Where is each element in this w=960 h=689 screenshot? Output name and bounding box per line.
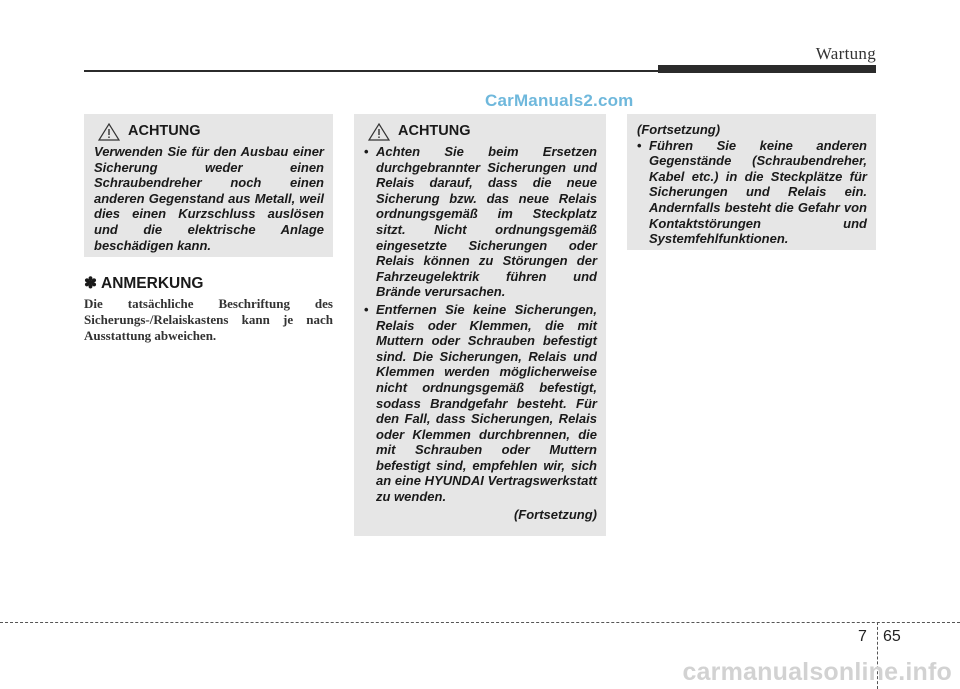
caution-heading-label: ACHTUNG [128, 123, 201, 140]
caution-box-fuse-replacement [354, 114, 606, 536]
chapter-number: 7 [858, 628, 867, 645]
continued-label: (Fortsetzung) [513, 506, 597, 522]
caution-list-item: • Entfernen Sie keine Sicherungen, Relais oder Klemmen, die mit Muttern oder Schrauben befestigt sind. Die Sicherungen, Relais und Klemmen werden möglicherweise nicht ordnungsgemäß befestigt, sodass Brandgefahr besteht. Für den Fall, dass Sicherungen, Relais oder Klemmen durchbrennen, die mit Schrauben oder Muttern befestigt sind, empfehlen wir, sich an eine HYUNDAI Vertragswerkstatt zu wenden. [364, 302, 597, 505]
header-bar [658, 65, 876, 73]
watermark-link-top[interactable]: CarManuals2.com [485, 91, 634, 110]
note-star-icon: ✽ [84, 275, 97, 292]
caution-list [637, 138, 867, 247]
page-number: 65 [883, 628, 901, 645]
caution-text: Verwenden Sie für den Ausbau einer Sicherung weder einen Schraubendreher noch einen anderen Gegenstand aus Metall, weil dies einen Kurzschluss auslösen und die elektrische Anlage beschädigen kann. [94, 144, 324, 253]
note-text: Die tatsächliche Beschriftung des Sicherungs-/Relaiskastens kann je nach Ausstattung abweichen. [84, 296, 333, 343]
note-heading [84, 274, 203, 293]
caution-box-continued [627, 114, 876, 250]
caution-heading [94, 122, 324, 142]
caution-list-item: • Führen Sie keine anderen Gegenstände (Schraubendreher, Kabel etc.) in die Steckplätze für Sicherungen und Relais ein. Andernfalls besteht die Gefahr von Kontaktstörungen und Systemfehlfunktionen. [637, 138, 867, 247]
note-heading-label: ANMERKUNG [101, 275, 204, 292]
continued-label: (Fortsetzung) [637, 122, 721, 137]
caution-list [364, 144, 597, 505]
footer-rule [0, 622, 960, 623]
section-title: Wartung [815, 44, 876, 63]
caution-box-fuse-removal [84, 114, 333, 257]
header-rule [84, 70, 660, 72]
caution-list-item: • Achten Sie beim Ersetzen durchgebrannter Sicherungen und Relais darauf, dass die neue Sicherung bzw. das neue Relais ordnungsgemäß im Steckplatz sitzt. Nicht ordnungsgemäß eingesetzte Sicherungen oder Relais können zu Störungen der Fahrzeugelektrik führen und Brände verursachen. [364, 144, 597, 300]
warning-triangle-icon [368, 123, 390, 141]
warning-triangle-icon [98, 123, 120, 141]
caution-heading-label: ACHTUNG [398, 123, 471, 140]
watermark-link-bottom[interactable]: carmanualsonline.info [682, 658, 952, 686]
caution-heading [364, 122, 597, 142]
